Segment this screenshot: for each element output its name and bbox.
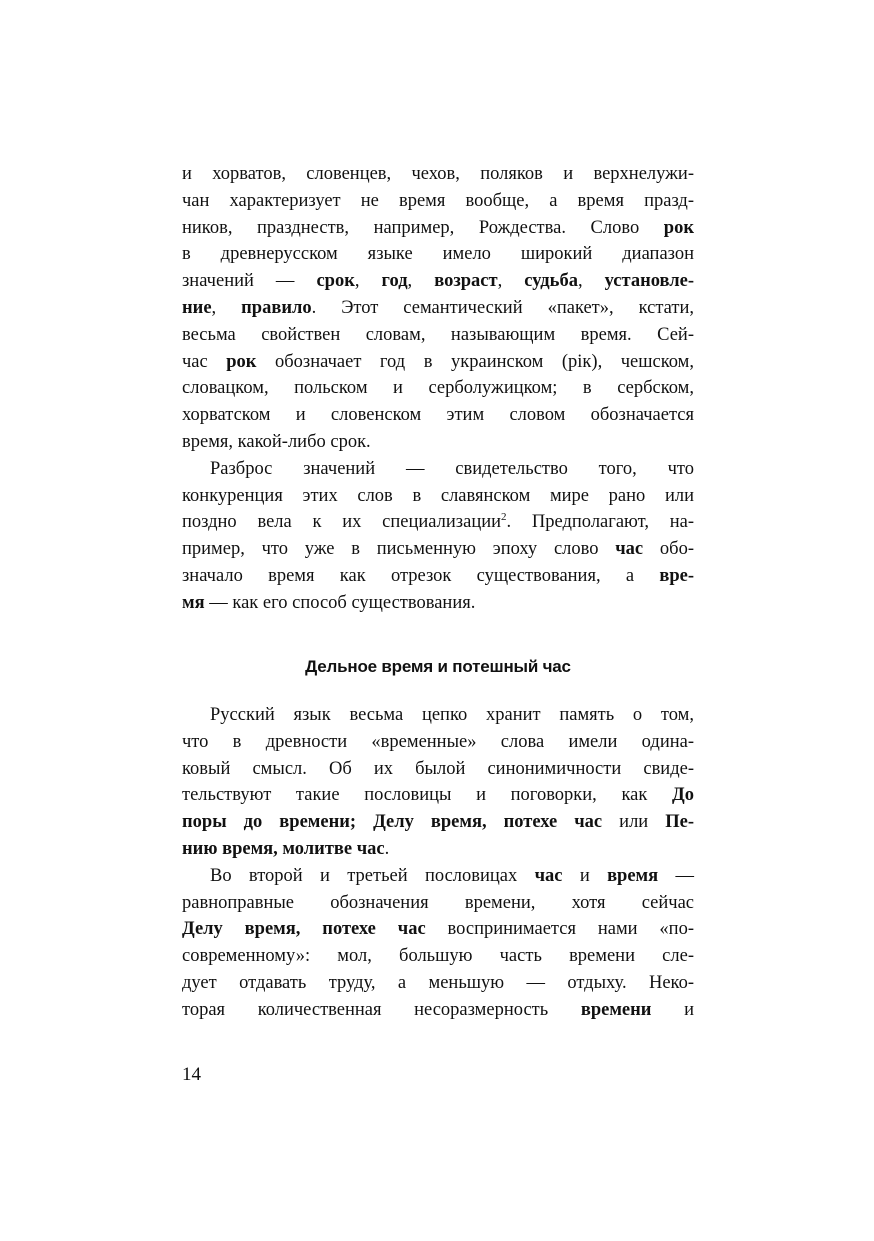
text-line: дует отдавать труду, а меньшую — отдыху. Неко- (182, 972, 694, 993)
text-line: поздно вела к их специализации$^2$. Предполагают, на- (182, 511, 694, 533)
bold-term: рок (663, 217, 694, 238)
bold-term: нию время, молитве час (182, 838, 385, 859)
text-line: равноправные обозначения времени, хотя сейчас (182, 892, 694, 913)
text-line: конкуренция этих слов в славянском мире рано или (182, 485, 694, 506)
bold-term: рок (226, 351, 257, 372)
bold-term: Пе- (665, 812, 694, 833)
text-line: хорватском и словенском этим словом обозначается (182, 405, 694, 426)
bold-term: срок (316, 271, 355, 292)
bold-term: Делу время, потехе час (182, 919, 426, 940)
bold-term: вре- (659, 565, 694, 586)
text-line: Делу время, потехе час воспринимается нами «по- (182, 919, 694, 940)
page-number: 14 (182, 1064, 201, 1085)
text-line: ние, правило. Этот семантический «пакет», кстати, (182, 297, 694, 318)
text-line: значений — срок, год, возраст, судьба, установле- (182, 271, 695, 292)
text-line: Русский язык весьма цепко хранит память о том, (210, 705, 694, 725)
text-block-bottom (182, 702, 694, 1024)
text-line: тельствуют такие пословицы и поговорки, как До (182, 785, 694, 806)
text-line: чан характеризует не время вообще, а время празд- (182, 190, 694, 211)
text-line: торая количественная несоразмерность времени и (182, 999, 695, 1020)
paragraph-1 (182, 161, 694, 456)
paragraph-2 (182, 456, 694, 617)
text-line: мя — как его способ существования. (182, 592, 476, 613)
text-line: весьма свойствен словам, называющим время. Сей- (182, 324, 694, 345)
text-line: поры до времени; Делу время, потехе час или Пе- (182, 812, 694, 833)
bold-term: До (672, 785, 694, 806)
text-line: ников, празднеств, например, Рождества. Слово рок (182, 217, 694, 238)
text-line: в древнерусском языке имело широкий диапазон (182, 244, 694, 265)
text-block-top (182, 161, 694, 617)
section-heading: Дельное время и потешный час (305, 657, 571, 676)
bold-term: времени (580, 999, 652, 1020)
bold-term: час (615, 539, 644, 560)
text-line: нию время, молитве час. (182, 838, 390, 859)
bold-term: правило (241, 297, 312, 318)
bold-term: возраст (434, 271, 498, 292)
paragraph-3 (182, 702, 694, 863)
paragraph-4 (182, 863, 694, 1024)
footnote-marker: 2 (501, 511, 507, 524)
bold-term: установле- (604, 271, 695, 292)
bold-term: судьба (524, 271, 578, 292)
text-line: Во второй и третьей пословицах час и время — (210, 865, 694, 886)
text-line: время, какой-либо срок. (182, 431, 371, 452)
text-line: ковый смысл. Об их былой синонимичности свиде- (182, 758, 694, 779)
text-line: пример, что уже в письменную эпоху слово час обо- (182, 539, 694, 560)
text-line: значало время как отрезок существования, а вре- (182, 565, 694, 586)
text-line: и хорватов, словенцев, чехов, поляков и верхнелужи- (182, 164, 694, 184)
text-line: Разброс значений — свидетельство того, что (210, 458, 694, 479)
bold-term: поры до времени; Делу время, потехе час (182, 812, 603, 833)
bold-term: час (534, 865, 563, 886)
text-line: словацком, польском и серболужицком; в сербском, (182, 378, 694, 399)
bold-term: время (607, 865, 659, 886)
text-line: что в древности «временные» слова имели одина- (182, 731, 694, 752)
text-line: час рок обозначает год в украинском (рік), чешском, (182, 351, 694, 372)
text-line: современному»: мол, большую часть времени сле- (182, 946, 694, 967)
bold-term: ние (182, 297, 212, 318)
bold-term: год (381, 271, 408, 292)
bold-term: мя (182, 592, 205, 613)
